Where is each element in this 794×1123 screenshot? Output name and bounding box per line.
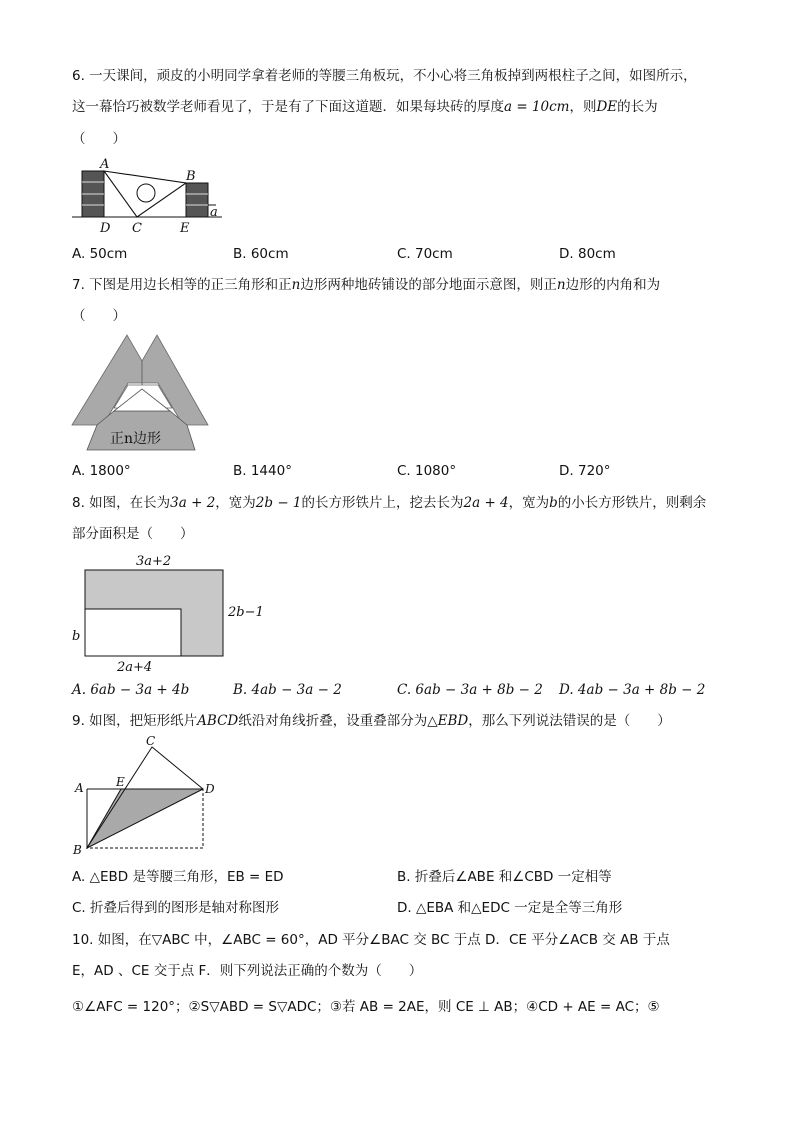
q6-label-B: B	[186, 169, 196, 184]
q8-text: 8. 如图，在长为	[72, 495, 171, 511]
q6-label-a: a	[210, 205, 218, 220]
q9-label-C: C	[146, 734, 156, 748]
q9-option-c[interactable]: C. 折叠后得到的图形是轴对称图形	[72, 900, 280, 916]
q9-math-ebd: EBD	[437, 713, 469, 729]
q10-line2: E，AD 、CE 交于点 F．则下列说法正确的个数为（ ）	[72, 963, 423, 979]
q6-math-de: DE	[596, 99, 618, 115]
q9-text: 纸沿对角线折叠，设重叠部分为△	[238, 713, 438, 729]
q9-math-abcd: ABCD	[197, 713, 239, 729]
q8-math-cut-width: b	[549, 495, 558, 511]
q6-label-C: C	[132, 221, 142, 236]
q7-line1	[72, 275, 660, 295]
q8-text: 的长方形铁片上，挖去长为	[301, 495, 464, 511]
q6-text: ，则	[569, 99, 597, 115]
q7-text: 边形两种地砖铺设的部分地面示意图，则正	[300, 277, 557, 293]
q8-label-bottom: 2a+4	[117, 660, 153, 675]
q7-math-n: n	[291, 277, 301, 293]
q8-option-d[interactable]: D. 4ab − 3a + 8b − 2	[559, 682, 706, 698]
q8-text: ，宽为	[215, 495, 256, 511]
q8-option-c[interactable]: C. 6ab − 3a + 8b − 2	[397, 682, 543, 698]
q10-line3: ①∠AFC = 120°；②S▽ABD = S▽ADC；③若 AB = 2AE，则 CE ⊥ AB；④CD + AE = AC；⑤	[72, 999, 660, 1015]
q7-option-d[interactable]: D. 720°	[559, 463, 611, 479]
q9-label-D: D	[205, 782, 215, 796]
q6-option-d[interactable]: D. 80cm	[559, 246, 616, 262]
q8-option-b[interactable]: B. 4ab − 3a − 2	[233, 682, 342, 698]
q6-label-E: E	[180, 221, 190, 236]
q6-option-b[interactable]: B. 60cm	[233, 246, 289, 262]
q9-text: 9. 如图，把矩形纸片	[72, 713, 198, 729]
q6-line2	[72, 97, 658, 117]
q7-math-n: n	[556, 277, 566, 293]
q8-text: ，宽为	[508, 495, 550, 511]
q6-figure	[70, 155, 230, 235]
q9-option-d[interactable]: D. △EBA 和△EDC 一定是全等三角形	[397, 900, 623, 916]
q8-label-top: 3a+2	[136, 554, 172, 569]
q8-math-cut-length: 2a + 4	[463, 495, 509, 511]
q7-option-b[interactable]: B. 1440°	[233, 463, 292, 479]
q7-paren: （ ）	[72, 308, 126, 324]
q9-label-A: A	[75, 781, 84, 795]
q8-math-width: 2b − 1	[255, 495, 302, 511]
q8-text: 的小长方形铁片，则剩余	[557, 495, 707, 511]
q7-figure	[70, 333, 210, 453]
q9-figure	[70, 734, 220, 858]
q8-label-right: 2b−1	[228, 605, 264, 620]
q6-option-c[interactable]: C. 70cm	[397, 246, 453, 262]
q6-text: 的长为	[617, 99, 658, 115]
q8-label-left: b	[72, 629, 81, 644]
q6-paren: （ ）	[72, 131, 126, 147]
q7-text: 边形的内角和为	[565, 277, 661, 293]
q6-option-a[interactable]: A. 50cm	[72, 246, 128, 262]
q6-text: 这一幕恰巧被数学老师看见了，于是有了下面这道题．如果每块砖的厚度	[72, 99, 504, 115]
q8-line1	[72, 493, 706, 513]
q8-line2: 部分面积是（ ）	[72, 526, 194, 542]
q9-option-a[interactable]: A. △EBD 是等腰三角形，EB = ED	[72, 869, 284, 885]
q8-figure	[70, 550, 270, 675]
q7-option-a[interactable]: A. 1800°	[72, 463, 131, 479]
q9-label-E: E	[116, 775, 125, 789]
q7-figure-label: 正n边形	[110, 431, 162, 447]
q7-option-c[interactable]: C. 1080°	[397, 463, 457, 479]
q9-line1	[72, 711, 671, 731]
q6-math-a: a = 10cm	[504, 99, 570, 115]
q10-line1: 10. 如图，在▽ABC 中，∠ABC = 60°，AD 平分∠BAC 交 BC 于点 D．CE 平分∠ACB 交 AB 于点	[72, 932, 670, 948]
q8-math-length: 3a + 2	[170, 495, 216, 511]
q6-label-D: D	[100, 221, 111, 236]
q7-text: 7. 下图是用边长相等的正三角形和正	[72, 277, 292, 293]
q9-option-b[interactable]: B. 折叠后∠ABE 和∠CBD 一定相等	[397, 869, 612, 885]
q9-label-B: B	[73, 843, 82, 857]
q6-line1: 6. 一天课间，顽皮的小明同学拿着老师的等腰三角板玩，不小心将三角板掉到两根柱子之间，如图所示，	[72, 68, 697, 84]
q8-option-a[interactable]: A. 6ab − 3a + 4b	[72, 682, 190, 698]
q6-label-A: A	[100, 157, 110, 172]
q9-text: ，那么下列说法错误的是（ ）	[468, 713, 671, 729]
